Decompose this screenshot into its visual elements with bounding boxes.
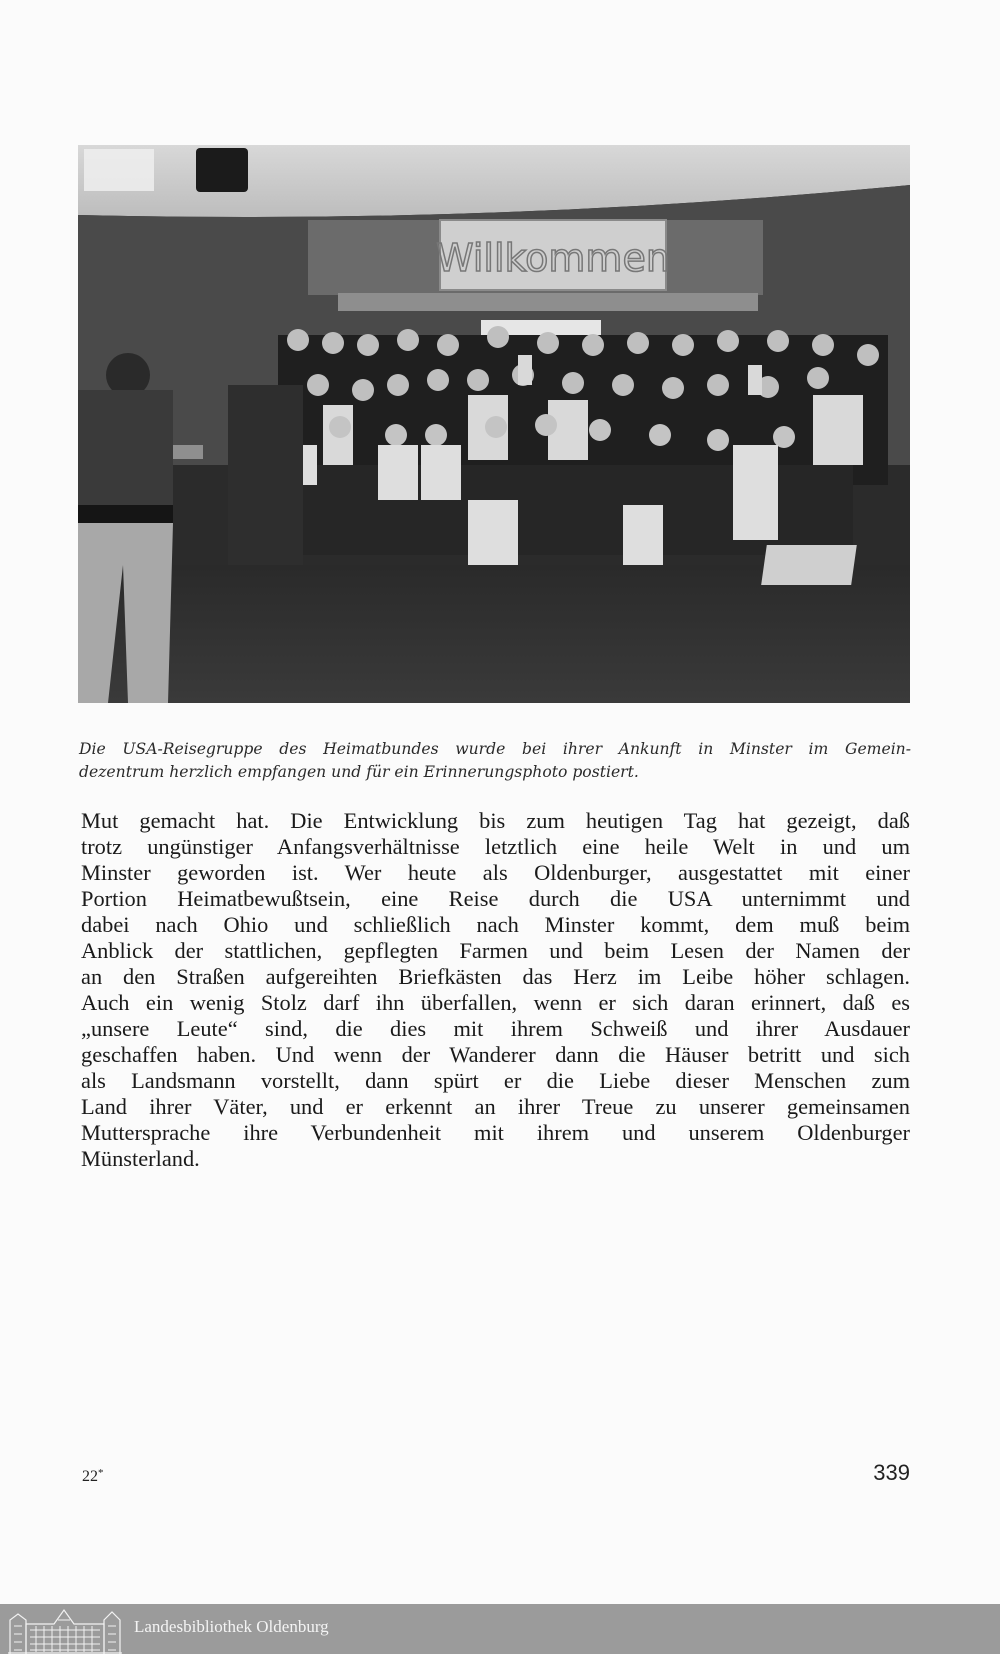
text-line: an den Straßen aufgereihten Briefkästen das Herz im Leibe höher schlagen. — [81, 964, 910, 989]
caption-line: dezentrum herzlich empfangen und für ein Erinnerungsphoto postiert. — [79, 763, 639, 781]
text-line: geschaffen haben. Und wenn der Wanderer dann die Häuser betritt und sich — [81, 1042, 910, 1067]
text-line: trotz ungünstiger Anfangsverhältnisse letztlich eine heile Welt in und um — [81, 834, 910, 859]
text-line: Münsterland. — [81, 1146, 200, 1171]
photo-caption — [79, 738, 911, 784]
text-line: Auch ein wenig Stolz darf ihn überfallen, wenn er sich daran erinnert, daß es — [81, 990, 910, 1015]
library-bar — [0, 1604, 1000, 1654]
body-paragraph — [81, 808, 910, 1172]
library-building-icon — [6, 1606, 124, 1654]
signature-mark — [82, 1467, 104, 1486]
text-line: Land ihrer Väter, und er erkennt an ihrer Treue zu unserer gemeinsamen — [81, 1094, 910, 1119]
text-line: Muttersprache ihre Verbundenheit mit ihrem und unserem Oldenburger — [81, 1120, 910, 1145]
text-line: als Landsmann vorstellt, dann spürt er die Liebe dieser Menschen zum — [81, 1068, 910, 1093]
text-line: dabei nach Ohio und schließlich nach Minster kommt, dem muß beim — [81, 912, 910, 937]
signature-star: * — [98, 1467, 104, 1479]
caption-line: Die USA-Reisegruppe des Heimatbundes wurde bei ihrer Ankunft in Minster im Gemein- — [79, 740, 911, 758]
text-line: „unsere Leute“ sind, die dies mit ihrem Schweiß und ihrer Ausdauer — [81, 1016, 910, 1041]
text-line: Anblick der stattlichen, gepflegten Farmen und beim Lesen der Namen der — [81, 938, 910, 963]
signature-number: 22 — [82, 1468, 98, 1485]
text-line: Mut gemacht hat. Die Entwicklung bis zum heutigen Tag hat gezeigt, daß — [81, 808, 910, 833]
library-name: Landesbibliothek Oldenburg — [134, 1617, 329, 1636]
text-line: Portion Heimatbewußtsein, eine Reise durch die USA unternimmt und — [81, 886, 910, 911]
banner-text: Willkommen — [436, 236, 670, 280]
photo-illustration — [78, 145, 910, 703]
group-photo — [78, 145, 910, 703]
page-number: 339 — [873, 1460, 910, 1485]
text-line: Minster geworden ist. Wer heute als Oldenburger, ausgestattet mit einer — [81, 860, 910, 885]
